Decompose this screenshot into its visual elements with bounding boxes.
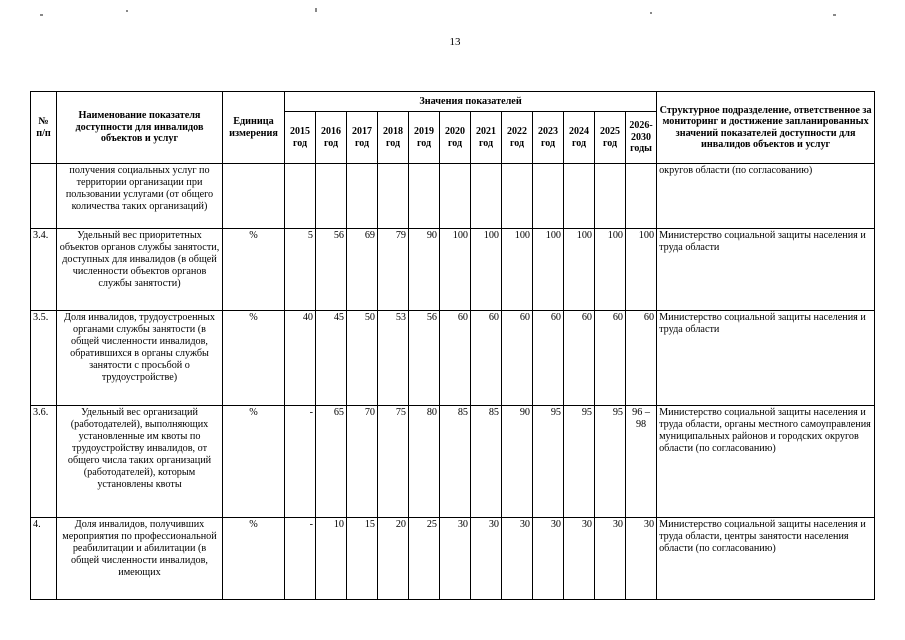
header-year: 2026-2030 годы bbox=[626, 112, 657, 164]
row-value: 100 bbox=[502, 229, 533, 311]
scan-speck bbox=[40, 14, 43, 16]
row-value: 30 bbox=[471, 518, 502, 600]
row-name: Удельный вес организаций (работодателей), выполняющих установленные им квоты по трудоустройству инвалидов, от общего числа таких организаций (работодателей), которым установлены квоты bbox=[57, 406, 223, 518]
row-value: 85 bbox=[440, 406, 471, 518]
header-year: 2022 год bbox=[502, 112, 533, 164]
header-year: 2021 год bbox=[471, 112, 502, 164]
row-value: 60 bbox=[595, 311, 626, 406]
row-value: 5 bbox=[285, 229, 316, 311]
row-value: 60 bbox=[626, 311, 657, 406]
header-year: 2024 год bbox=[564, 112, 595, 164]
row-value: 30 bbox=[626, 518, 657, 600]
row-value bbox=[471, 164, 502, 229]
row-value bbox=[626, 164, 657, 229]
row-value: 40 bbox=[285, 311, 316, 406]
header-year: 2025 год bbox=[595, 112, 626, 164]
row-value: 30 bbox=[564, 518, 595, 600]
row-value: 25 bbox=[409, 518, 440, 600]
row-value bbox=[440, 164, 471, 229]
row-unit: % bbox=[223, 518, 285, 600]
header-num: № п/п bbox=[31, 92, 57, 164]
row-value: 30 bbox=[502, 518, 533, 600]
table-row bbox=[31, 311, 875, 406]
row-value: 20 bbox=[378, 518, 409, 600]
scan-speck bbox=[650, 12, 652, 14]
row-value: 10 bbox=[316, 518, 347, 600]
row-unit: % bbox=[223, 311, 285, 406]
row-value: 70 bbox=[347, 406, 378, 518]
row-responsible: округов области (по согласованию) bbox=[657, 164, 875, 229]
row-responsible: Министерство социальной защиты населения и труда области bbox=[657, 229, 875, 311]
row-value: 56 bbox=[409, 311, 440, 406]
row-value bbox=[409, 164, 440, 229]
header-year: 2017 год bbox=[347, 112, 378, 164]
indicators-table bbox=[30, 91, 875, 600]
row-value bbox=[502, 164, 533, 229]
header-year: 2016 год bbox=[316, 112, 347, 164]
row-num: 3.6. bbox=[31, 406, 57, 518]
row-responsible: Министерство социальной защиты населения и труда области, центры занятости населения области (по согласованию) bbox=[657, 518, 875, 600]
row-value: - bbox=[285, 406, 316, 518]
row-value: 69 bbox=[347, 229, 378, 311]
row-value: 45 bbox=[316, 311, 347, 406]
row-value: 100 bbox=[440, 229, 471, 311]
row-name: Доля инвалидов, получивших мероприятия по профессиональной реабилитации и абилитации (в общей численности инвалидов, имеющих bbox=[57, 518, 223, 600]
table-row bbox=[31, 406, 875, 518]
scan-speck bbox=[833, 14, 836, 16]
table-row bbox=[31, 164, 875, 229]
row-name: получения социальных услуг по территории организации при пользовании услугами (от общего количества таких организаций) bbox=[57, 164, 223, 229]
row-num: 3.4. bbox=[31, 229, 57, 311]
header-year: 2015 год bbox=[285, 112, 316, 164]
row-value: 90 bbox=[409, 229, 440, 311]
row-responsible: Министерство социальной защиты населения и труда области, органы местного самоуправления муниципальных районов и городских округов области (по согласованию) bbox=[657, 406, 875, 518]
row-num: 4. bbox=[31, 518, 57, 600]
row-value bbox=[564, 164, 595, 229]
row-unit: % bbox=[223, 229, 285, 311]
row-value: 95 bbox=[533, 406, 564, 518]
row-name: Доля инвалидов, трудоустроенных органами службы занятости (в общей численности инвалидов, обратившихся в органы службы занятости с просьбой о трудоустройстве) bbox=[57, 311, 223, 406]
row-unit: % bbox=[223, 406, 285, 518]
row-value bbox=[595, 164, 626, 229]
row-value: 15 bbox=[347, 518, 378, 600]
header-year: 2018 год bbox=[378, 112, 409, 164]
scan-speck bbox=[126, 10, 128, 12]
scan-speck bbox=[315, 8, 317, 12]
row-value: 80 bbox=[409, 406, 440, 518]
header-year: 2023 год bbox=[533, 112, 564, 164]
row-value bbox=[378, 164, 409, 229]
row-value: 100 bbox=[564, 229, 595, 311]
row-value: 95 bbox=[595, 406, 626, 518]
row-value: 75 bbox=[378, 406, 409, 518]
header-year: 2020 год bbox=[440, 112, 471, 164]
row-value: 60 bbox=[502, 311, 533, 406]
row-value: 79 bbox=[378, 229, 409, 311]
row-value: 30 bbox=[440, 518, 471, 600]
page-number: 13 bbox=[449, 36, 461, 48]
row-value: 53 bbox=[378, 311, 409, 406]
header-year: 2019 год bbox=[409, 112, 440, 164]
row-value: 100 bbox=[533, 229, 564, 311]
row-value bbox=[285, 164, 316, 229]
header-responsible: Структурное подразделение, ответственное за мониторинг и достижение запланированных значений показателей доступности для инвалидов объектов и услуг bbox=[657, 92, 875, 164]
row-value bbox=[533, 164, 564, 229]
row-value bbox=[347, 164, 378, 229]
table-row bbox=[31, 229, 875, 311]
row-unit bbox=[223, 164, 285, 229]
row-value: 96 – 98 bbox=[626, 406, 657, 518]
row-value bbox=[316, 164, 347, 229]
header-unit: Единица измерения bbox=[223, 92, 285, 164]
row-value: 90 bbox=[502, 406, 533, 518]
row-value: 60 bbox=[440, 311, 471, 406]
row-value: - bbox=[285, 518, 316, 600]
row-value: 30 bbox=[533, 518, 564, 600]
row-num bbox=[31, 164, 57, 229]
row-value: 50 bbox=[347, 311, 378, 406]
row-value: 85 bbox=[471, 406, 502, 518]
row-value: 60 bbox=[564, 311, 595, 406]
header-name: Наименование показателя доступности для инвалидов объектов и услуг bbox=[57, 92, 223, 164]
row-value: 56 bbox=[316, 229, 347, 311]
row-responsible: Министерство социальной защиты населения и труда области bbox=[657, 311, 875, 406]
header-values-group: Значения показателей bbox=[285, 92, 657, 112]
row-value: 100 bbox=[471, 229, 502, 311]
row-value: 30 bbox=[595, 518, 626, 600]
row-value: 100 bbox=[595, 229, 626, 311]
row-value: 60 bbox=[471, 311, 502, 406]
row-name: Удельный вес приоритетных объектов органов службы занятости, доступных для инвалидов (в общей численности объектов органов службы занятости) bbox=[57, 229, 223, 311]
row-num: 3.5. bbox=[31, 311, 57, 406]
row-value: 60 bbox=[533, 311, 564, 406]
row-value: 100 bbox=[626, 229, 657, 311]
row-value: 95 bbox=[564, 406, 595, 518]
row-value: 65 bbox=[316, 406, 347, 518]
table-row bbox=[31, 518, 875, 600]
